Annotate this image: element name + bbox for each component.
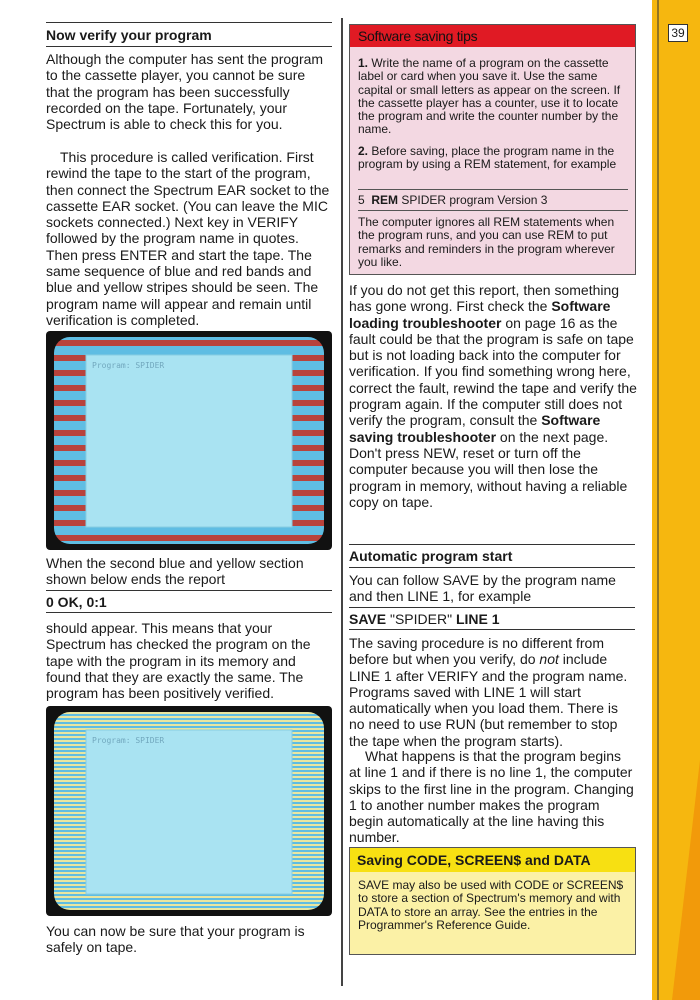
saving-troubleshooter-link: Software saving troubleshooter bbox=[349, 412, 601, 445]
line-keyword: LINE 1 bbox=[455, 611, 500, 627]
page-number: 39 bbox=[668, 24, 688, 42]
auto-start-para-2 bbox=[349, 635, 635, 749]
code2-rule-top bbox=[349, 607, 635, 608]
heading2-rule-bottom bbox=[349, 567, 635, 568]
save-line-example bbox=[349, 611, 635, 627]
report-code: 0 OK, 0:1 bbox=[46, 594, 107, 610]
section-heading-auto-start: Automatic program start bbox=[349, 548, 513, 564]
saving-code-box bbox=[349, 847, 636, 955]
rem-keyword: REM bbox=[371, 193, 399, 207]
screen-overlay-text-2: Program: SPIDER bbox=[92, 736, 165, 745]
screen-image-red bbox=[46, 331, 332, 550]
auto-start-para-1: You can follow SAVE by the program name and then LINE 1, for example bbox=[349, 572, 616, 605]
rem-text: SPIDER program Version 3 bbox=[401, 193, 548, 207]
troubleshoot-text-a: If you do not get this report, then something has gone wrong. First check the bbox=[349, 282, 620, 315]
tv-screen-yellow-stripes bbox=[46, 706, 332, 916]
column-divider bbox=[341, 18, 343, 986]
tip-2 bbox=[358, 145, 628, 172]
section-heading-verify: Now verify your program bbox=[46, 27, 212, 43]
software-saving-tips-box bbox=[349, 24, 636, 275]
screen-image-yellow bbox=[46, 706, 332, 916]
tip-2-text: Before saving, place the program name in the program by using a REM statement, for example bbox=[358, 144, 617, 172]
tip-example-rule-top bbox=[358, 189, 628, 190]
saving-code-box-header bbox=[350, 848, 635, 872]
closing-text: You can now be sure that your program is safely on tape. bbox=[46, 923, 305, 956]
troubleshoot-text-c: on page 16 as the fault could be that the program is safe on tape but is not loading back into the computer for verification. If you find something wrong here, correct the fault, rewind the tape and verify the program again. If the computer still does not verify the program, consult the bbox=[349, 314, 637, 429]
auto-start-emphasis: not bbox=[539, 651, 559, 668]
verify-para-1: Although the computer has sent the program to the cassette player, you cannot be sure that the program has been successfully recorded on the tape. Fortunately, your Spectrum is able to check this for you. bbox=[46, 51, 324, 133]
auto-start-text-a: The saving procedure is no different from before but when you verify, do bbox=[349, 635, 604, 668]
tip-1 bbox=[358, 57, 628, 137]
tip-note: The computer ignores all REM statements when the program runs, and you can use REM to put remarks and reminders in the program wherever you like. bbox=[358, 215, 615, 269]
code-rule-top bbox=[46, 590, 332, 591]
tip-1-number: 1. bbox=[358, 56, 369, 70]
screen-overlay-text: Program: SPIDER bbox=[92, 361, 165, 370]
heading-rule-bottom bbox=[46, 46, 332, 47]
tips-box-header bbox=[350, 25, 635, 47]
save-program-name: "SPIDER" bbox=[389, 611, 453, 627]
tip-1-text: Write the name of a program on the cassette label or card when you save it. Use the same capital or small letters as appear on the screen. If the cassette player has a counter, use it to locate the program and write the counter number by the name. bbox=[358, 56, 621, 137]
verify-para-3: should appear. This means that your Spectrum has checked the program on the tape with the program in its memory and found that they are exactly the same. The program has been positively verified. bbox=[46, 620, 311, 702]
heading-rule-top bbox=[46, 22, 332, 23]
heading2-rule-top bbox=[349, 544, 635, 545]
saving-code-box-text: SAVE may also be used with CODE or SCREEN$ to store a section of Spectrum's memory and with DATA to store an array. See the entries in the Programmer's Reference Guide. bbox=[358, 878, 624, 932]
rem-line-number: 5 bbox=[358, 193, 365, 207]
saving-code-box-title: Saving CODE, SCREEN$ and DATA bbox=[357, 852, 591, 868]
save-keyword: SAVE bbox=[349, 611, 387, 627]
loading-troubleshooter-link: Software loading troubleshooter bbox=[349, 298, 611, 331]
tip-example-rule-bottom bbox=[358, 210, 628, 211]
verify-para-2: This procedure is called verification. First rewind the tape to the start of the program, then connect the Spectrum EAR socket to the cassette EAR socket. (You can leave the MIC sockets connected.) Next key in VERIFY followed by the program name in quotes. Then press ENTER and start the tape. The same sequence of blue and red bands and blue and yellow stripes should be seen. The program name will appear and remain until verification is completed. bbox=[46, 149, 330, 328]
rem-example bbox=[358, 194, 628, 207]
troubleshoot-para bbox=[349, 282, 637, 510]
code2-rule-bottom bbox=[349, 629, 635, 630]
screen1-caption: When the second blue and yellow section shown below ends the report bbox=[46, 555, 304, 588]
page-edge-diagonal bbox=[652, 0, 700, 1000]
code-rule-bottom bbox=[46, 612, 332, 613]
auto-start-text-b: include LINE 1 after VERIFY and the program name. Programs saved with LINE 1 will start automatically when you load them. There is no need to use RUN (but remember to stop the tape when the program starts). bbox=[349, 651, 628, 749]
tv-screen-red-stripes bbox=[46, 331, 332, 550]
tips-box-title: Software saving tips bbox=[358, 28, 478, 44]
tip-2-number: 2. bbox=[358, 144, 369, 158]
troubleshoot-text-e: on the next page. Don't press NEW, reset or turn off the computer because you will then lose the program in memory, without having a reliable copy on tape. bbox=[349, 428, 628, 510]
auto-start-para-3: What happens is that the program begins at line 1 and if there is no line 1, the computer skips to the first line in the program. Changing 1 to another number makes the program begin automatically at the line having this number. bbox=[349, 748, 634, 846]
